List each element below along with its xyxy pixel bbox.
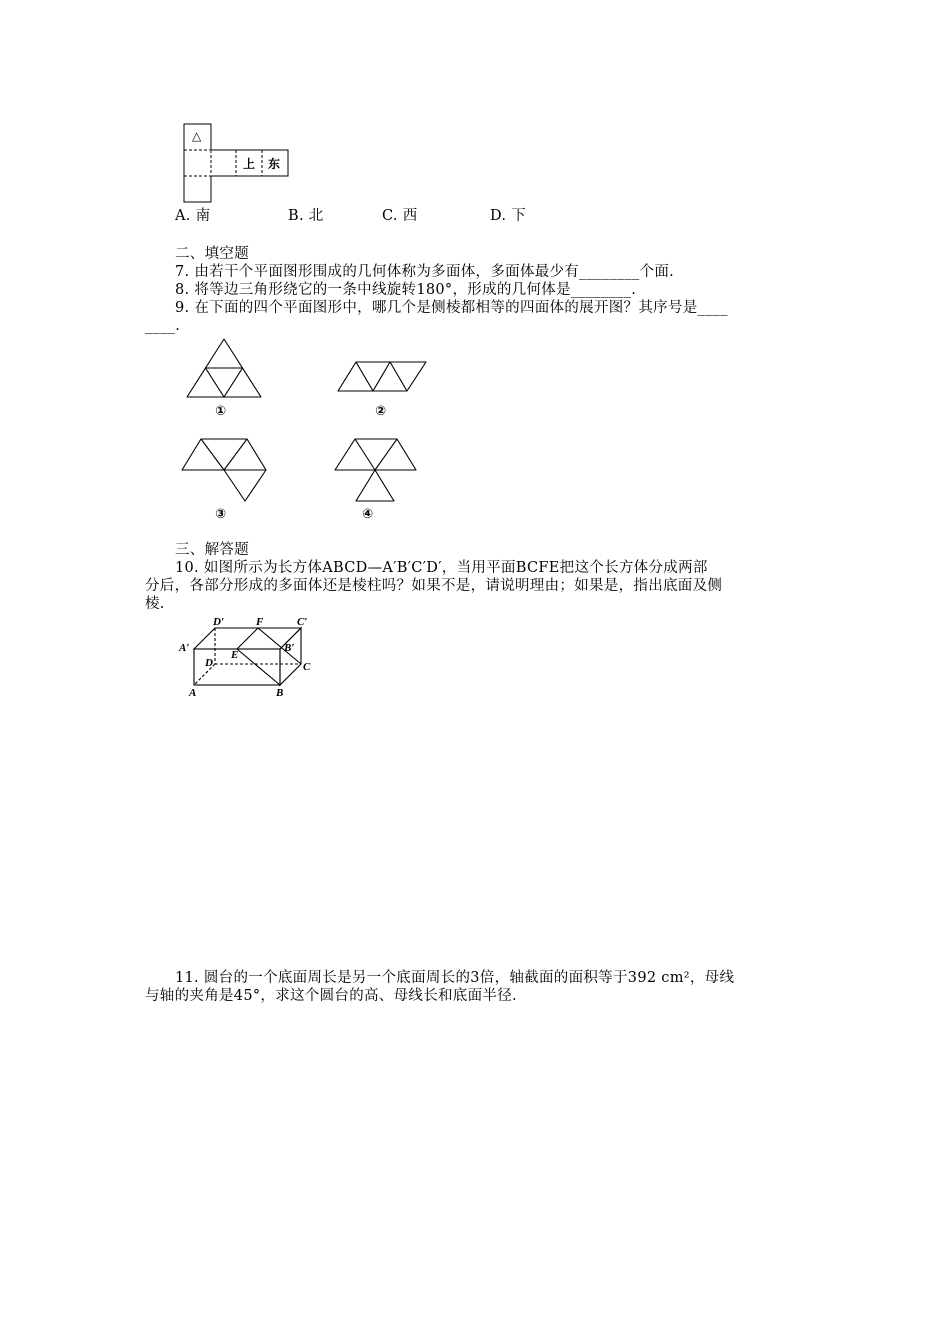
label-c: C	[303, 661, 311, 673]
question-9-line1: 9. 在下面的四个平面图形中，哪几个是侧棱都相等的四面体的展开图？其序号是____	[175, 300, 728, 316]
face-top-label: 上	[243, 157, 256, 171]
net-label-3: ③	[215, 507, 227, 522]
net-label-2: ②	[375, 404, 387, 419]
section3-heading: 三、解答题	[175, 542, 249, 558]
question-10-line3: 棱.	[145, 596, 165, 612]
net-label-4: ④	[362, 507, 374, 522]
question-7: 7. 由若干个平面图形围成的几何体称为多面体，多面体最少有________个面.	[175, 264, 675, 280]
section2-heading: 二、填空题	[175, 246, 249, 262]
option-a: A. 南	[175, 208, 211, 224]
question-10-line2: 分后，各部分形成的多面体还是棱柱吗？如果不是，请说明理由；如果是，指出底面及侧	[145, 578, 723, 594]
label-e: E	[231, 649, 239, 661]
question-9-line2: ____.	[145, 318, 181, 334]
label-a-prime: A′	[179, 642, 190, 654]
face-triangle-label: △	[192, 129, 202, 143]
face-east-label: 东	[268, 157, 281, 171]
question-8: 8. 将等边三角形绕它的一条中线旋转180°，形成的几何体是________.	[175, 282, 637, 298]
label-f: F	[256, 616, 264, 628]
label-d-prime: D′	[213, 616, 225, 628]
option-c: C. 西	[382, 208, 418, 224]
label-a: A	[189, 687, 197, 699]
net-label-1: ①	[215, 404, 227, 419]
label-d: D	[205, 657, 213, 669]
question-10-line1: 10. 如图所示为长方体ABCD—A′B′C′D′，当用平面BCFE把这个长方体分成两部	[175, 560, 708, 576]
question-11-line2: 与轴的夹角是45°，求这个圆台的高、母线长和底面半径.	[145, 988, 517, 1004]
option-d: D. 下	[490, 208, 527, 224]
label-b: B	[276, 687, 284, 699]
cuboid-right-face	[280, 628, 301, 685]
option-b: B. 北	[288, 208, 324, 224]
question-11-line1: 11. 圆台的一个底面周长是另一个底面周长的3倍，轴截面的面积等于392 cm²，母线	[175, 970, 735, 986]
label-b-prime: B′	[284, 642, 295, 654]
label-c-prime: C′	[297, 616, 308, 628]
